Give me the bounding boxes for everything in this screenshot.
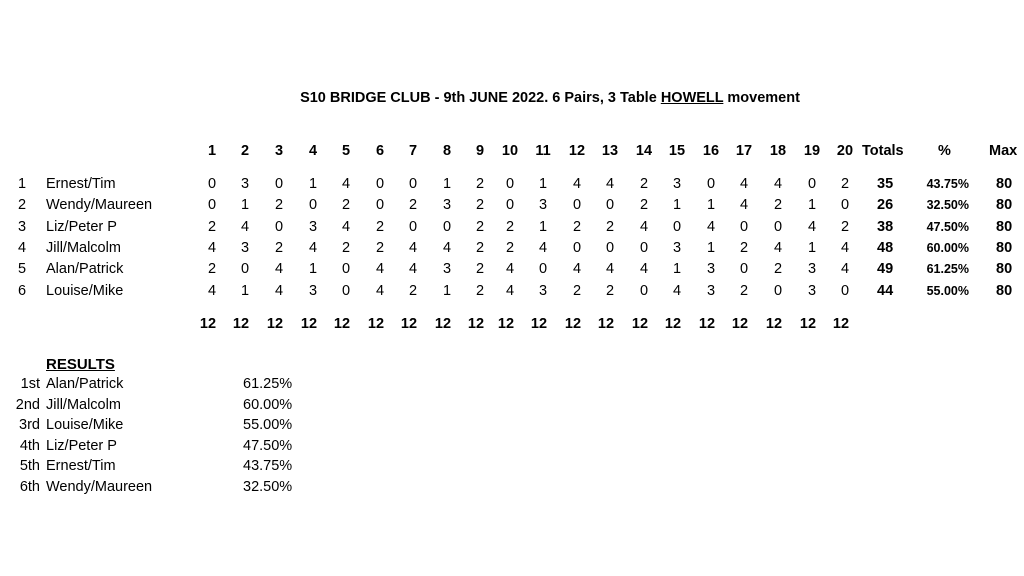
score-cell: 4: [505, 261, 515, 277]
score-cell: 4: [739, 197, 749, 213]
score-cell: 4: [538, 240, 548, 256]
pair-name: Jill/Malcolm: [46, 240, 121, 256]
score-cell: 3: [706, 283, 716, 299]
score-cell: 0: [207, 197, 217, 213]
score-cell: 4: [274, 261, 284, 277]
score-cell: 0: [408, 176, 418, 192]
result-place: 5th: [19, 458, 40, 474]
score-cell: 0: [706, 176, 716, 192]
score-cell: 1: [442, 176, 452, 192]
row-number: 6: [18, 283, 27, 299]
score-cell: 0: [505, 197, 515, 213]
score-cell: 2: [475, 240, 485, 256]
score-cell: 0: [375, 176, 385, 192]
score-cell: 2: [207, 219, 217, 235]
row-number: 5: [18, 261, 27, 277]
column-total: 12: [530, 316, 548, 332]
score-cell: 4: [341, 219, 351, 235]
score-cell: 3: [538, 283, 548, 299]
score-cell: 2: [475, 283, 485, 299]
score-cell: 2: [274, 240, 284, 256]
score-cell: 3: [672, 240, 682, 256]
score-cell: 3: [807, 283, 817, 299]
pair-name: Alan/Patrick: [46, 261, 124, 277]
score-cell: 0: [572, 240, 582, 256]
row-percent: 61.25%: [926, 262, 969, 276]
score-cell: 4: [572, 176, 582, 192]
score-cell: 3: [240, 240, 250, 256]
score-cell: 1: [240, 197, 250, 213]
score-cell: 0: [207, 176, 217, 192]
score-cell: 0: [341, 283, 351, 299]
column-total: 12: [367, 316, 385, 332]
score-cell: 1: [706, 197, 716, 213]
score-cell: 0: [274, 176, 284, 192]
score-cell: 2: [505, 219, 515, 235]
score-cell: 3: [308, 283, 318, 299]
row-max: 80: [996, 283, 1013, 299]
score-cell: 2: [572, 219, 582, 235]
score-cell: 0: [639, 283, 649, 299]
score-cell: 1: [308, 261, 318, 277]
result-percent: 55.00%: [243, 417, 293, 433]
column-header: 8: [442, 143, 452, 159]
score-cell: 1: [308, 176, 318, 192]
column-header: 5: [341, 143, 351, 159]
column-total: 12: [232, 316, 250, 332]
score-cell: 0: [274, 219, 284, 235]
score-cell: 2: [475, 176, 485, 192]
score-cell: 1: [807, 240, 817, 256]
column-header: 14: [635, 143, 653, 159]
score-cell: 3: [538, 197, 548, 213]
score-cell: 2: [341, 197, 351, 213]
score-cell: 2: [475, 261, 485, 277]
score-cell: 2: [375, 219, 385, 235]
column-header: 1: [207, 143, 217, 159]
score-cell: 3: [672, 176, 682, 192]
score-cell: 2: [475, 219, 485, 235]
score-cell: 2: [375, 240, 385, 256]
result-pair: Liz/Peter P: [46, 437, 117, 454]
score-cell: 0: [639, 240, 649, 256]
score-cell: 1: [672, 261, 682, 277]
result-percent: 32.50%: [243, 478, 293, 495]
column-header: 19: [803, 143, 821, 159]
score-cell: 0: [375, 197, 385, 213]
result-pair: Jill/Malcolm: [46, 396, 121, 413]
score-cell: 4: [840, 240, 850, 256]
score-cell: 4: [442, 240, 452, 256]
row-max: 80: [996, 261, 1013, 277]
score-cell: 4: [505, 283, 515, 299]
score-cell: 4: [605, 261, 615, 277]
row-percent: 55.00%: [926, 284, 969, 298]
column-total: 12: [698, 316, 716, 332]
score-cell: 0: [672, 219, 682, 235]
max-header: Max: [989, 143, 1018, 159]
row-total: 35: [877, 176, 894, 192]
score-cell: 0: [605, 197, 615, 213]
score-cell: 4: [375, 261, 385, 277]
column-header: 6: [375, 143, 385, 159]
score-cell: 3: [706, 261, 716, 277]
score-cell: 4: [240, 219, 250, 235]
score-cell: 4: [840, 261, 850, 277]
column-total: 12: [434, 316, 452, 332]
score-cell: 1: [538, 219, 548, 235]
row-number: 2: [18, 197, 27, 213]
score-cell: 4: [739, 176, 749, 192]
row-percent: 43.75%: [926, 177, 969, 191]
score-cell: 4: [572, 261, 582, 277]
row-number: 4: [18, 240, 27, 256]
score-cell: 1: [706, 240, 716, 256]
row-max: 80: [996, 176, 1013, 192]
column-header: 2: [240, 143, 250, 159]
score-cell: 2: [207, 261, 217, 277]
score-cell: 0: [572, 197, 582, 213]
row-percent: 32.50%: [926, 198, 969, 212]
column-header: 12: [568, 143, 586, 159]
score-cell: 0: [773, 219, 783, 235]
column-header: 3: [274, 143, 284, 159]
score-cell: 2: [605, 283, 615, 299]
score-cell: 1: [672, 197, 682, 213]
score-cell: 0: [240, 261, 250, 277]
score-cell: 0: [442, 219, 452, 235]
score-cell: 0: [505, 176, 515, 192]
score-cell: 4: [773, 240, 783, 256]
column-header: 7: [408, 143, 418, 159]
score-cell: 0: [739, 219, 749, 235]
results-heading: RESULTS: [46, 356, 115, 373]
column-header: 13: [601, 143, 619, 159]
pair-name: Louise/Mike: [46, 283, 124, 299]
result-percent: 47.50%: [243, 437, 293, 454]
score-cell: 2: [572, 283, 582, 299]
row-max: 80: [996, 197, 1013, 213]
column-total: 12: [731, 316, 749, 332]
score-cell: 4: [807, 219, 817, 235]
percent-header: %: [938, 143, 951, 159]
column-total: 12: [597, 316, 615, 332]
score-cell: 3: [240, 176, 250, 192]
column-total: 12: [564, 316, 582, 332]
score-cell: 2: [274, 197, 284, 213]
result-place: 2nd: [15, 396, 40, 413]
score-cell: 3: [442, 197, 452, 213]
column-total: 12: [765, 316, 783, 332]
row-total: 44: [877, 283, 894, 299]
score-cell: 4: [408, 240, 418, 256]
column-header: 15: [668, 143, 686, 159]
title-underlined: HOWELL: [660, 90, 724, 106]
score-cell: 2: [408, 283, 418, 299]
score-cell: 4: [308, 240, 318, 256]
score-cell: 4: [408, 261, 418, 277]
title-prefix: S10 BRIDGE CLUB - 9th JUNE 2022. 6 Pairs, 3 Table: [300, 90, 661, 106]
row-max: 80: [996, 219, 1013, 235]
score-cell: 2: [840, 219, 850, 235]
title-suffix: movement: [723, 90, 800, 106]
row-percent: 47.50%: [926, 220, 969, 234]
column-total: 12: [631, 316, 649, 332]
score-cell: 4: [207, 283, 217, 299]
result-place: 3rd: [19, 417, 40, 433]
page-title: [0, 90, 1024, 106]
score-cell: 4: [639, 219, 649, 235]
pair-name: Liz/Peter P: [46, 219, 117, 235]
score-cell: 1: [538, 176, 548, 192]
column-total: 12: [497, 316, 515, 332]
score-cell: 2: [773, 261, 783, 277]
row-number: 3: [18, 219, 27, 235]
score-cell: 0: [341, 261, 351, 277]
score-cell: 2: [475, 197, 485, 213]
row-total: 48: [877, 240, 894, 256]
row-percent: 60.00%: [926, 241, 969, 255]
score-cell: 2: [840, 176, 850, 192]
row-number: 1: [18, 176, 27, 192]
score-cell: 3: [807, 261, 817, 277]
score-cell: 2: [639, 197, 649, 213]
score-cell: 1: [240, 283, 250, 299]
column-header: 16: [702, 143, 720, 159]
column-total: 12: [300, 316, 318, 332]
score-cell: 4: [639, 261, 649, 277]
result-percent: 61.25%: [243, 376, 293, 392]
column-header: 11: [535, 143, 551, 159]
score-cell: 2: [605, 219, 615, 235]
pair-name: Ernest/Tim: [46, 176, 116, 192]
score-cell: 4: [274, 283, 284, 299]
score-cell: 0: [739, 261, 749, 277]
score-cell: 3: [442, 261, 452, 277]
score-cell: 2: [408, 197, 418, 213]
column-header: 20: [836, 143, 854, 159]
score-cell: 4: [207, 240, 217, 256]
score-cell: 4: [706, 219, 716, 235]
column-header: 9: [475, 143, 485, 159]
totals-header: Totals: [862, 143, 904, 159]
result-pair: Alan/Patrick: [46, 376, 124, 392]
result-pair: Wendy/Maureen: [46, 478, 153, 495]
score-cell: 0: [605, 240, 615, 256]
score-cell: 2: [739, 240, 749, 256]
score-cell: 4: [605, 176, 615, 192]
column-total: 12: [799, 316, 817, 332]
column-total: 12: [400, 316, 418, 332]
score-cell: 2: [639, 176, 649, 192]
column-header: 4: [308, 143, 318, 159]
column-total: 12: [832, 316, 850, 332]
score-cell: 0: [773, 283, 783, 299]
score-cell: 0: [840, 197, 850, 213]
column-total: 12: [664, 316, 682, 332]
score-cell: 2: [505, 240, 515, 256]
column-total: 12: [199, 316, 217, 332]
pair-name: Wendy/Maureen: [46, 197, 153, 213]
column-total: 12: [333, 316, 351, 332]
score-cell: 4: [341, 176, 351, 192]
score-cell: 4: [773, 176, 783, 192]
row-max: 80: [996, 240, 1013, 256]
result-place: 4th: [19, 437, 40, 454]
result-place: 6th: [19, 478, 40, 495]
result-percent: 60.00%: [243, 396, 293, 413]
score-cell: 4: [375, 283, 385, 299]
column-header: 10: [501, 143, 519, 159]
column-header: 17: [735, 143, 753, 159]
score-cell: 0: [840, 283, 850, 299]
score-cell: 0: [538, 261, 548, 277]
score-cell: 3: [308, 219, 318, 235]
score-cell: 2: [773, 197, 783, 213]
score-cell: 0: [807, 176, 817, 192]
result-percent: 43.75%: [243, 458, 293, 474]
result-pair: Louise/Mike: [46, 417, 124, 433]
score-cell: 2: [341, 240, 351, 256]
result-place: 1st: [20, 376, 40, 392]
column-header: 18: [769, 143, 787, 159]
score-cell: 2: [739, 283, 749, 299]
score-cell: 0: [308, 197, 318, 213]
column-total: 12: [266, 316, 284, 332]
score-cell: 0: [408, 219, 418, 235]
column-total: 12: [467, 316, 485, 332]
row-total: 49: [877, 261, 894, 277]
score-cell: 4: [672, 283, 682, 299]
row-total: 38: [877, 219, 894, 235]
score-cell: 1: [807, 197, 817, 213]
row-total: 26: [877, 197, 894, 213]
result-pair: Ernest/Tim: [46, 458, 116, 474]
score-cell: 1: [442, 283, 452, 299]
